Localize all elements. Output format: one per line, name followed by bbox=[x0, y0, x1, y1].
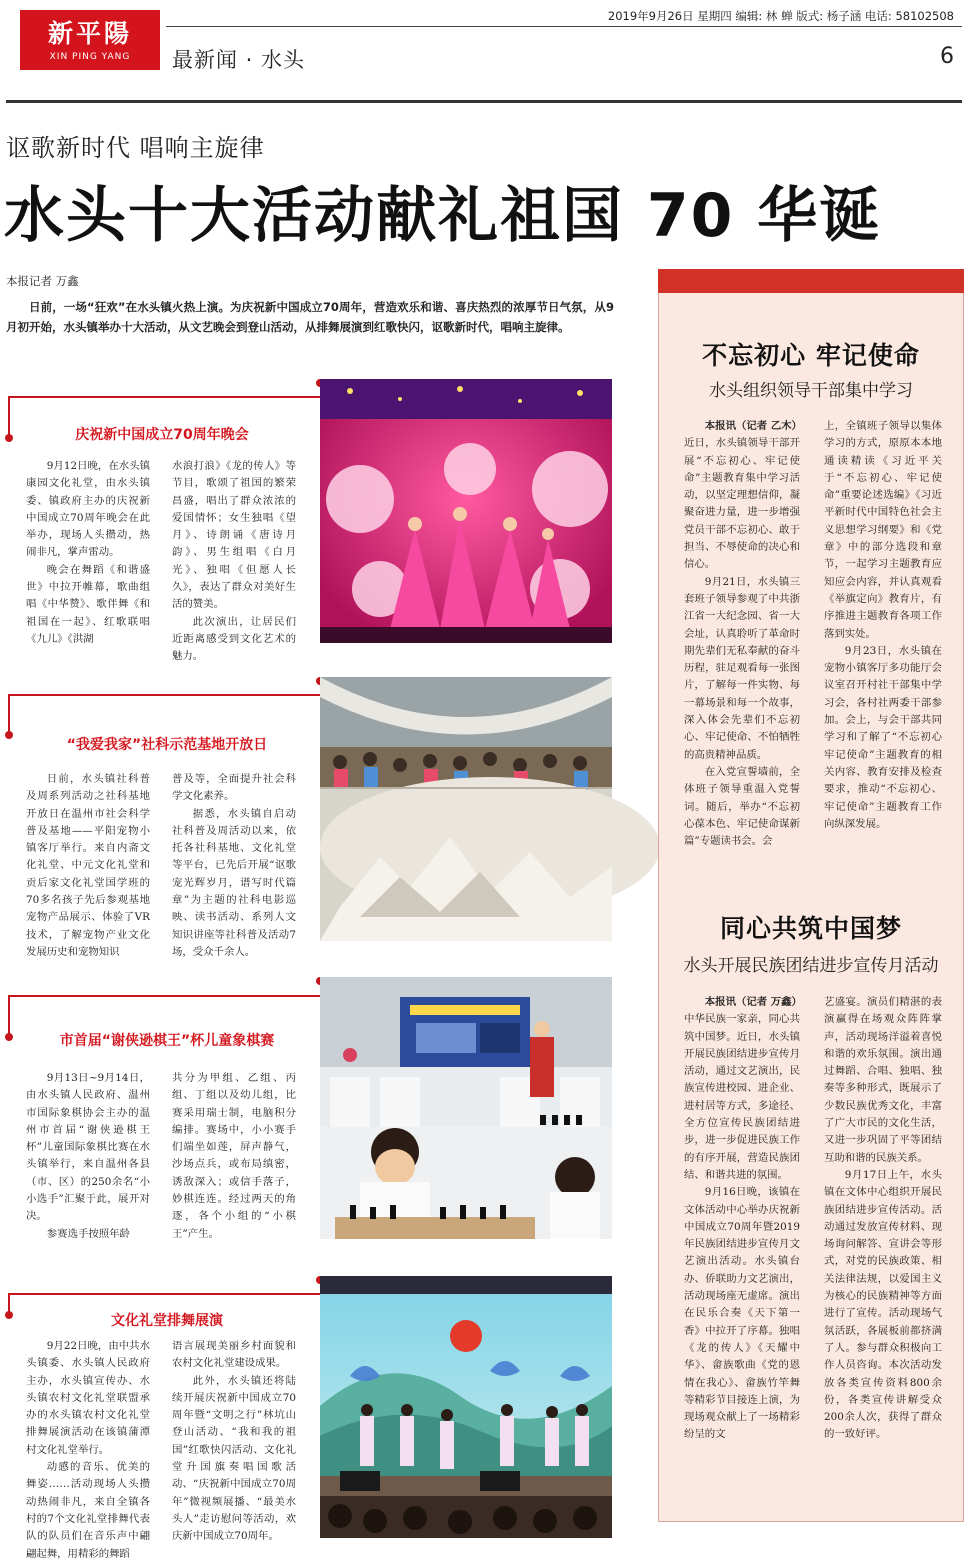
chess-match-photo bbox=[320, 977, 612, 1239]
article-bracket-top bbox=[8, 995, 320, 997]
logo-chinese-text: 新平陽 bbox=[47, 19, 132, 48]
paragraph: 中华民族一家亲，同心共筑中国梦。近日，水头镇开展民族团结进步宣传月活动，通过文艺演出，民族宣传进校园、进企业、进村居等方式，多途径、全方位宣传民族团结进步，进一步促进民族工作的有序开展，营造民族团结、和谐共进的氛围。 bbox=[684, 1013, 800, 1181]
section-label: 最新闻 · 水头 bbox=[172, 48, 306, 72]
article-column bbox=[26, 458, 150, 648]
paragraph: 近日，水头镇领导干部开展“不忘初心、牢记使命”主题教育集中学习活动，以坚定理想信仰，凝聚奋进力量，进一步增强党员干部不忘初心、敢于担当、不辱使命的决心和信心。 bbox=[684, 437, 800, 571]
article-bracket-side bbox=[8, 396, 10, 438]
lead-paragraph: 日前，一场“狂欢”在水头镇火热上演。为庆祝新中国成立70周年，营造欢乐和谐、喜庆热烈的浓厚节日气氛，从9月初开始，水头镇举办十大活动，从文艺晚会到登山活动，从排舞展演到红歌快闪，讴歌新时代，唱响主旋律。 bbox=[6, 300, 614, 334]
bracket-dot bbox=[5, 731, 13, 739]
byline: 本报记者 万鑫 bbox=[6, 274, 79, 288]
bracket-dot bbox=[5, 1311, 13, 1319]
paragraph: 语言展现美丽乡村面貌和农村文化礼堂建设成果。 bbox=[172, 1340, 296, 1370]
paragraph: 9月12日晚，在水头镇康园文化礼堂，由水头镇委、镇政府主办的庆祝新中国成立70周年晚会在此举办，现场人头攒动，热闹非凡，掌声雷动。 bbox=[26, 460, 150, 559]
newspaper-logo bbox=[20, 10, 160, 70]
page-number: 6 bbox=[940, 44, 954, 69]
gala-stage-photo bbox=[320, 379, 612, 643]
paragraph: 9月16日晚，该镇在文体活动中心举办庆祝新中国成立70周年暨2019年民族团结进步宣传月文艺演出活动。水头镇台办、侨联助力文艺演出，活动现场座无虚席。演出在民乐合奏《天下第一香》中拉开了序幕。独唱《龙的传人》《天耀中华》、畲族歌曲《党的恩情在我心》、畲族竹竿舞等精彩节目接连上演，为现场观众献上了一场精彩纷呈的文 bbox=[684, 1186, 800, 1441]
sidebar-story-title: 同心共筑中国梦 bbox=[719, 914, 902, 943]
sidebar-column bbox=[684, 418, 800, 850]
article-column bbox=[172, 458, 296, 666]
article-column bbox=[172, 1070, 296, 1243]
paragraph: 9月21日，水头镇三套班子领导参观了中共浙江省一大纪念园、省一大会址，认真聆听了革命时期先辈们无私奉献的奋斗历程，驻足观看每一张图片，了解每一件实物、每一幕场景和每一个故事，深入体会先辈们不忘初心、牢记使命、不怕牺牲的高贵精神品质。 bbox=[684, 575, 800, 761]
header-divider bbox=[166, 26, 962, 27]
article-bracket-top bbox=[8, 1293, 320, 1295]
article-column bbox=[26, 1070, 150, 1243]
paragraph: 据悉，水头镇自启动社科普及周活动以来，依托各社科基地、文化礼堂等平台，已先后开展“讴歌宠光辉岁月，谱写时代篇章”为主题的社科电影巡映、读书活动、系列人文知识讲座等社科普及活动7场，受众千余人。 bbox=[172, 807, 296, 958]
sidebar-column bbox=[824, 994, 942, 1444]
paragraph: 共分为甲组、乙组、丙组、丁组以及幼儿组，比赛采用瑞士制，电脑积分编排。赛场中，小小赛手们端坐如莲，屏声静气，沙场点兵，或布局缜密，诱敌深入；或信手落子，妙棋连连。经过两天的角逐，各个小组的“小棋王”产生。 bbox=[172, 1072, 296, 1240]
sidebar-story-title: 不忘初心 牢记使命 bbox=[702, 341, 920, 370]
article-bracket-top bbox=[8, 694, 320, 696]
logo-english-text: XIN PING YANG bbox=[49, 52, 131, 62]
bracket-dot bbox=[5, 1033, 13, 1041]
article-bracket-top bbox=[8, 396, 320, 398]
sidebar-top-bar bbox=[658, 269, 964, 293]
sidebar-column bbox=[684, 994, 800, 1444]
sidebar-story-subtitle: 水头组织领导干部集中学习 bbox=[709, 381, 913, 401]
issue-info: 2019年9月26日 星期四 编辑: 林 蝉 版式: 杨子涵 电话: 58102508 bbox=[607, 9, 954, 23]
paragraph: 水浪打浪》《龙的传人》等节目，歌颂了祖国的繁荣昌盛，唱出了群众浓浓的爱国情怀；女生独唱《望月》、诗朗诵《唐诗月韵》、男生组唱《白月光》、独唱《但愿人长久》，表达了群众对美好生活的赞美。 bbox=[172, 460, 296, 611]
paragraph: 晚会在舞蹈《和谐盛世》中拉开帷幕，歌曲组唱《中华赞》、歌伴舞《和祖国在一起》、红歌联唱《九儿》《洪湖 bbox=[26, 563, 150, 645]
paragraph: 此外，水头镇还将陆续开展庆祝新中国成立70周年暨“文明之行”林坑山登山活动、“我和我的祖国”红歌快闪活动、文化礼堂升国旗奏唱国歌活动、“庆祝新中国成立70周年”微视频展播、“最美水头人”走访慰问等活动，欢庆新中国成立70周年。 bbox=[172, 1374, 296, 1543]
sidebar-column bbox=[824, 418, 942, 833]
article-title: 庆祝新中国成立70周年晚会 bbox=[75, 427, 249, 443]
paragraph: 9月22日晚，由中共水头镇委、水头镇人民政府主办，水头镇宣传办、水头镇农村文化礼堂联盟承办的水头镇农村文化礼堂排舞展演活动在该镇蒲潭村文化礼堂举行。 bbox=[26, 1340, 150, 1456]
bracket-dot bbox=[5, 434, 13, 442]
paragraph: 9月17日上午，水头镇在文体中心组织开展民族团结进步宣传活动。活动通过发放宣传材料、现场询问解答、宣讲会等形式，对党的民族政策、相关法律法规，以爱国主义为核心的民族精神等方面进行了宣传。活动现场气氛活跃，各展板前都挤满了人。参与群众积极向工作人员咨询。本次活动发放各类宣传资料800余份，各类宣传讲解受众200余人次，获得了群众的一致好评。 bbox=[824, 1168, 942, 1441]
science-base-photo bbox=[320, 677, 612, 941]
article-column bbox=[26, 1338, 150, 1563]
paragraph: 9月23日，水头镇在宠物小镇客厅多功能厅会议室召开村社干部集中学习会，各村社两委干部参加。会上，与会干部共同学习和了解了“不忘初心 牢记使命”主题教育的相关内容、教育安排及检查要求，推动“不忘初心、牢记使命”主题教育工作向纵深发展。 bbox=[824, 644, 942, 830]
paragraph: 普及等，全面提升社会科学文化素养。 bbox=[172, 773, 296, 803]
paragraph: 日前，水头镇社科普及周系列活动之社科基地开放日在温州市社会科学普及基地——平阳宠物小镇客厅举行。来自内斋文化礼堂、中元文化礼堂和贡后家文化礼堂国学班的70多名孩子先后参观基地宠物产品展示、体验了VR技术，了解宠物产业文化发展历史和宠物知识 bbox=[26, 773, 150, 958]
article-title: 市首届“谢侠逊棋王”杯儿童象棋赛 bbox=[59, 1033, 275, 1049]
headline-kicker: 讴歌新时代 唱响主旋律 bbox=[6, 134, 265, 162]
article-column bbox=[172, 771, 296, 961]
paragraph: 上，全镇班子领导以集体学习的方式，原原本本地通读精读《习近平关于“不忘初心、牢记使命”重要论述选编》《习近平新时代中国特色社会主义思想学习纲要》和《党章》中的部分选段和章节，一起学习主题教育应知应会内容，并认真观看《举旗定向》教育片，有序推进主题教育各项工作落到实处。 bbox=[824, 420, 942, 640]
article-title: 文化礼堂排舞展演 bbox=[111, 1313, 223, 1329]
paragraph: 动感的音乐、优美的舞姿……活动现场人头攒动热闹非凡，来自全镇各村的7个文化礼堂排舞代表队的队员们在音乐声中翩翩起舞，用精彩的舞蹈 bbox=[26, 1461, 150, 1560]
article-column bbox=[26, 771, 150, 961]
sidebar-story-subtitle: 水头开展民族团结进步宣传月活动 bbox=[683, 956, 939, 976]
article-column bbox=[172, 1338, 296, 1546]
reporter-tag: 本报讯（记者 万鑫） bbox=[704, 996, 802, 1008]
article-bracket-side bbox=[8, 995, 10, 1037]
paragraph: 9月13日~9月14日，由水头镇人民政府、温州市国际象棋协会主办的温州市首届“谢侠逊棋王杯”儿童国际象棋比赛在水头镇举行，来自温州各县（市、区）的250余名“小小选手”汇聚于此，展开对决。 bbox=[26, 1072, 150, 1223]
paragraph: 在入党宣誓墙前，全体班子领导重温入党誓词。随后，举办“不忘初心葆本色、牢记使命谋新篇”专题读书会。会 bbox=[684, 765, 800, 848]
article-title: “我爱我家”社科示范基地开放日 bbox=[66, 737, 268, 753]
paragraph: 艺盛宴。演员们精湛的表演赢得在场观众阵阵掌声，活动现场洋溢着喜悦和谐的欢乐氛围。演出通过舞蹈、合唱、独唱、独奏等多种形式，既展示了少数民族优秀文化，丰富了广大市民的文化生活，又进一步巩固了平等团结互助和谐的民族关系。 bbox=[824, 996, 942, 1164]
article-bracket-side bbox=[8, 694, 10, 734]
paragraph: 参赛选手按照年龄 bbox=[46, 1227, 130, 1240]
paragraph: 此次演出，让居民们近距离感受到文化艺术的魅力。 bbox=[172, 615, 296, 663]
reporter-tag: 本报讯（记者 乙木） bbox=[704, 420, 802, 432]
main-headline: 水头十大活动献礼祖国 70 华诞 bbox=[4, 181, 882, 251]
line-dance-photo bbox=[320, 1276, 612, 1538]
masthead-divider bbox=[6, 100, 962, 103]
